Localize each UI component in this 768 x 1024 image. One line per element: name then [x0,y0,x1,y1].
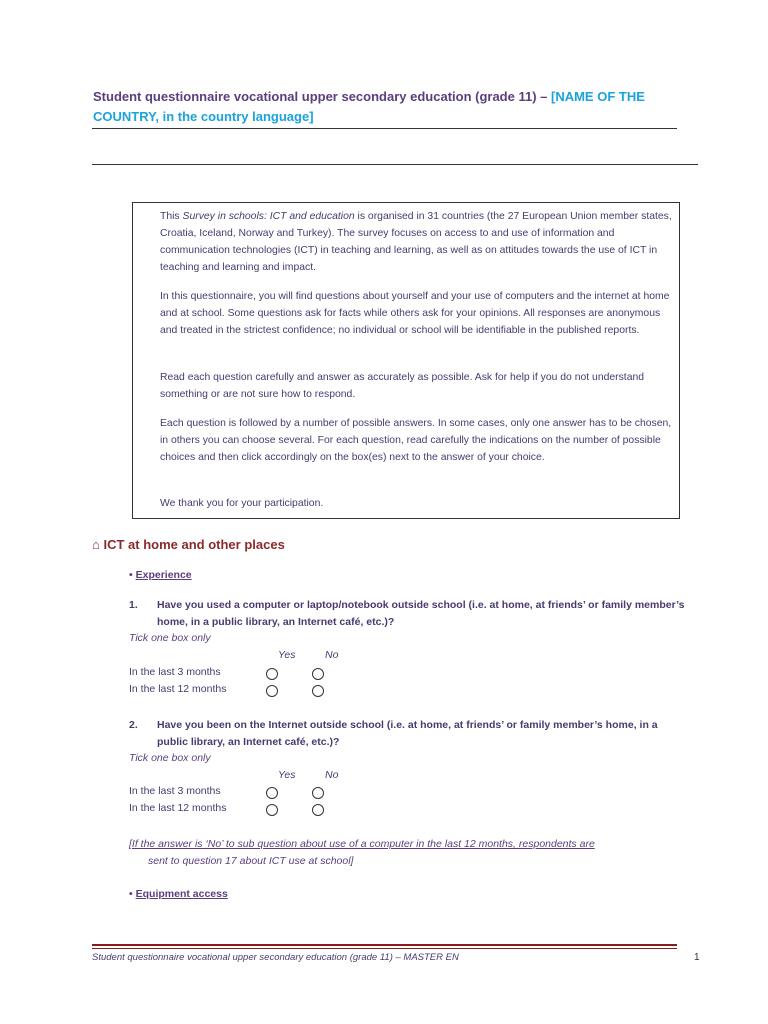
question-2-row-3-months: In the last 3 months [129,785,221,797]
subsection-experience-label: Experience [135,569,192,581]
home-icon: ⌂ [92,537,100,552]
title-main: Student questionnaire vocational upper secondary education (grade 11) – [93,89,551,104]
intro-p1-start: This [160,211,183,222]
subsection-experience [129,569,192,581]
routing-note [129,836,684,870]
bullet-icon: • [129,569,133,581]
document-title [93,87,683,127]
question-1-col-no: No [325,649,339,661]
intro-p1-end: is organised in 31 countries (the 27 European Union member states, Croatia, Iceland, Norway and Turkey). The survey focuses on access to and use of information and communication technologies (ICT) in teaching and learning, as well as on attitudes towards the use of ICT in teaching and learning and impact. [160,211,672,273]
question-2-col-no: No [325,769,339,781]
survey-name: Survey in schools: ICT and education [182,211,355,222]
question-1-col-yes: Yes [278,649,296,661]
intro-paragraph-4: Each question is followed by a number of possible answers. In some cases, only one answer has to be chosen, in others you can choose several. For each question, read carefully the indications on the number of possible choices and then click accordingly on the box(es) next to the answer of your choice. [160,418,672,463]
q2-12months-no-radio[interactable] [312,804,324,816]
page-number: 1 [694,952,700,963]
note-open-bracket: [ [129,838,132,850]
header-rule [92,164,698,165]
q1-3months-no-radio[interactable] [312,668,324,680]
footer-rule-thin [92,948,677,949]
subsection-equipment-label: Equipment access [135,888,228,900]
question-1-row-3-months: In the last 3 months [129,666,221,678]
question-1-number: 1. [129,599,138,611]
subsection-equipment [129,888,228,900]
question-2-number: 2. [129,719,138,731]
section-heading [92,537,285,552]
q1-3months-yes-radio[interactable] [266,668,278,680]
title-rule [92,128,677,129]
note-underlined-text: If the answer is ‘No’ to sub question about use of a computer in the last 12 months, respondents are [131,838,595,850]
question-2-col-yes: Yes [278,769,296,781]
q1-12months-yes-radio[interactable] [266,685,278,697]
intro-paragraph-3: Read each question carefully and answer as accurately as possible. Ask for help if you do not understand something or are not sure how to respond. [160,372,645,400]
q2-12months-yes-radio[interactable] [266,804,278,816]
question-2-instruction: Tick one box only [129,752,211,764]
question-1-text: Have you used a computer or laptop/notebook outside school (i.e. at home, at friends’ or family member’s home, in a public library, an Internet café, etc.)? [157,599,685,628]
question-1-row-12-months: In the last 12 months [129,683,227,695]
note-close-bracket: ] [350,855,354,867]
question-1-instruction: Tick one box only [129,632,211,644]
question-2-text: Have you been on the Internet outside school (i.e. at home, at friends’ or family member’s home, in a public library, an Internet café, etc.)? [157,719,658,748]
bullet-icon: • [129,888,133,900]
title-country-placeholder: [NAME OF THE COUNTRY, in the country language] [93,89,645,124]
note-rest-text: sent to question 17 about ICT use at school [148,855,351,867]
q1-12months-no-radio[interactable] [312,685,324,697]
footer-text: Student questionnaire vocational upper secondary education (grade 11) – MASTER EN [92,952,459,963]
intro-box [132,202,680,519]
intro-paragraph-5: We thank you for your participation. [160,498,324,509]
question-2-row-12-months: In the last 12 months [129,802,227,814]
footer-rule-thick [92,944,677,946]
intro-paragraph-2: In this questionnaire, you will find questions about yourself and your use of computers and the internet at home and at school. Some questions ask for facts while others ask for your opinions. All responses are anonymous and treated in the strictest confidence; no individual or school will be identifiable in the published reports. [160,291,670,336]
q2-3months-yes-radio[interactable] [266,787,278,799]
section-title: ICT at home and other places [103,537,285,552]
q2-3months-no-radio[interactable] [312,787,324,799]
intro-paragraph-1 [160,208,675,276]
